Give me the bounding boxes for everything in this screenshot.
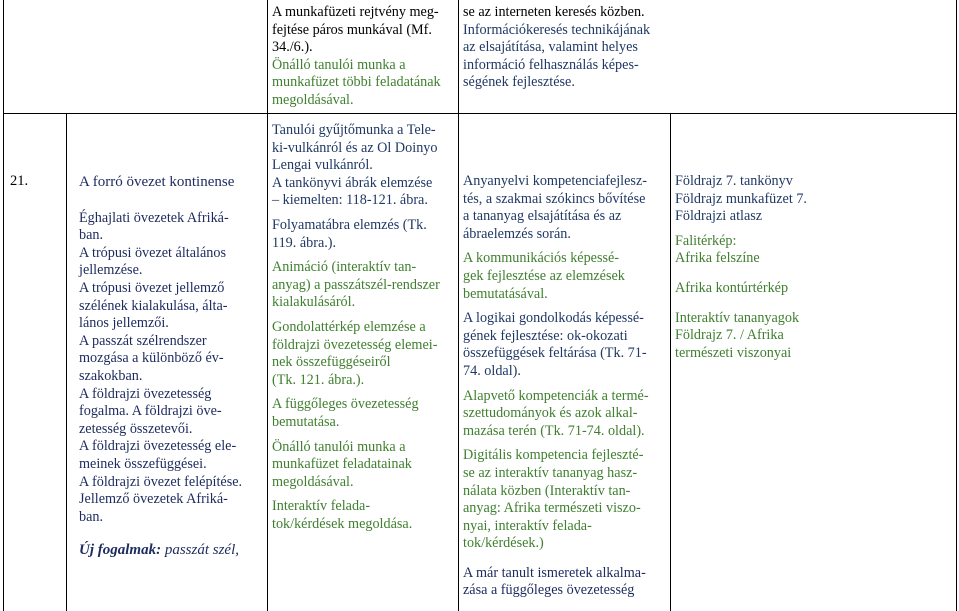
top-activity-text-1: A munkafüzeti rejtvény meg- fejtése páros munkával (Mf. 34./6.). <box>272 4 439 56</box>
activity-item: A függőleges övezetesség bemutatása. <box>272 396 419 430</box>
table-border-right <box>956 0 957 611</box>
new-terms-label: Új fogalmak: <box>79 542 162 559</box>
activities-cell <box>268 121 458 534</box>
activity-item: Önálló tanulói munka a munkafüzet feladatainak megoldásával. <box>272 438 412 490</box>
resource-item: Földrajz 7. tankönyv Földrajz munkafüzet 7. Földrajzi atlasz <box>675 173 807 225</box>
activity-item: Interaktív felada- tok/kérdések megoldása. <box>272 498 413 532</box>
topic-item: A földrajzi övezetesség fogalma. A földrajzi öve- zetesség összetevői. <box>79 385 222 437</box>
topic-title: A forró övezet kontinense <box>79 174 235 190</box>
resource-item: Interaktív tananyagok Földrajz 7. / Afrika természeti viszonyai <box>675 309 800 361</box>
new-terms-value: passzát szél, <box>164 542 240 559</box>
resources-cell <box>671 172 956 363</box>
competence-item: Digitális kompetencia fejleszté- se az interaktív tananyag hasz- nálata közben (Interaktív tan- anyag: Afrika természeti viszo- nyai, interaktív felada- tok/kérdések.) <box>463 447 644 552</box>
competence-item: A logikai gondolkodás képessé- gének fejlesztése: ok-okozati összefüggések feltárása (Tk. 71- 74. oldal). <box>463 310 647 379</box>
topic-item: A trópusi övezet jellemző szélének kialakulása, álta- lános jellemzői. <box>79 279 228 332</box>
top-competence-text-2: Információkeresés technikájának az elsajátítása, valamint helyes információ felhasználás képes- ségének fejlesztése. <box>463 21 651 91</box>
row-divider <box>3 113 957 114</box>
topic-item: Jellemző övezetek Afriká- ban. <box>79 491 228 525</box>
top-activity-text-2: Önálló tanulói munka a munkafüzet többi feladatának megoldásával. <box>272 56 441 108</box>
table-border-left <box>3 0 4 611</box>
topic-item: A földrajzi övezetesség ele- meinek összefüggései. <box>79 438 237 472</box>
lesson-number-cell <box>4 172 66 192</box>
topic-list <box>71 210 263 527</box>
competence-item: A kommunikációs képessé- gek fejlesztése az elemzések bemutatásával. <box>463 250 625 302</box>
competence-item: A már tanult ismeretek alkalma- zása a függőleges övezetesség <box>463 564 646 599</box>
activity-item: Folyamatábra elemzés (Tk. 119. ábra.). <box>272 216 427 251</box>
resource-item: Falitérkép: Afrika felszíne <box>675 232 760 267</box>
new-terms <box>71 542 263 560</box>
topic-item: A trópusi övezet általános jellemzése. <box>79 244 226 279</box>
activity-item: A tankönyvi ábrák elemzése – kiemelten: 118-121. ábra. <box>272 174 433 209</box>
activity-item: Animáció (interaktív tan- anyag) a passzátszél-rendszer kialakulásáról. <box>272 259 440 311</box>
competences-cell <box>459 172 670 601</box>
top-competence-cell <box>459 3 670 93</box>
activity-item: Gondolattérkép elemzése a földrajzi övezetesség elemei- nek összefüggéseiről (Tk. 121. ábra.). <box>272 318 438 388</box>
top-activity-cell <box>268 3 458 111</box>
topic-item: A passzát szélrendszer mozgása a különböző év- szakokban. <box>79 332 224 384</box>
topic-item: A földrajzi övezet felépítése. <box>79 473 243 490</box>
top-competence-text-1: se az interneten keresés közben. <box>463 4 645 20</box>
competence-item: Alapvető kompetenciák a termé- szettudományok és azok alkal- mazása terén (Tk. 71-74. oldal). <box>463 387 649 439</box>
activity-item: Tanulói gyűjtőmunka a Tele- ki-vulkánról és az Ol Doinyo Lengai vulkánról. <box>272 122 438 174</box>
resource-item: Afrika kontúrtérkép <box>675 279 789 296</box>
competence-item: Anyanyelvi kompetenciafejlesz- tés, a szakmai szókincs bővítése a tananyag elsajátítása és az ábraelemzés során. <box>463 173 647 242</box>
lesson-number: 21. <box>10 173 29 189</box>
topic-item: Éghajlati övezetek Afriká- ban. <box>79 209 229 244</box>
topic-cell <box>67 173 267 561</box>
